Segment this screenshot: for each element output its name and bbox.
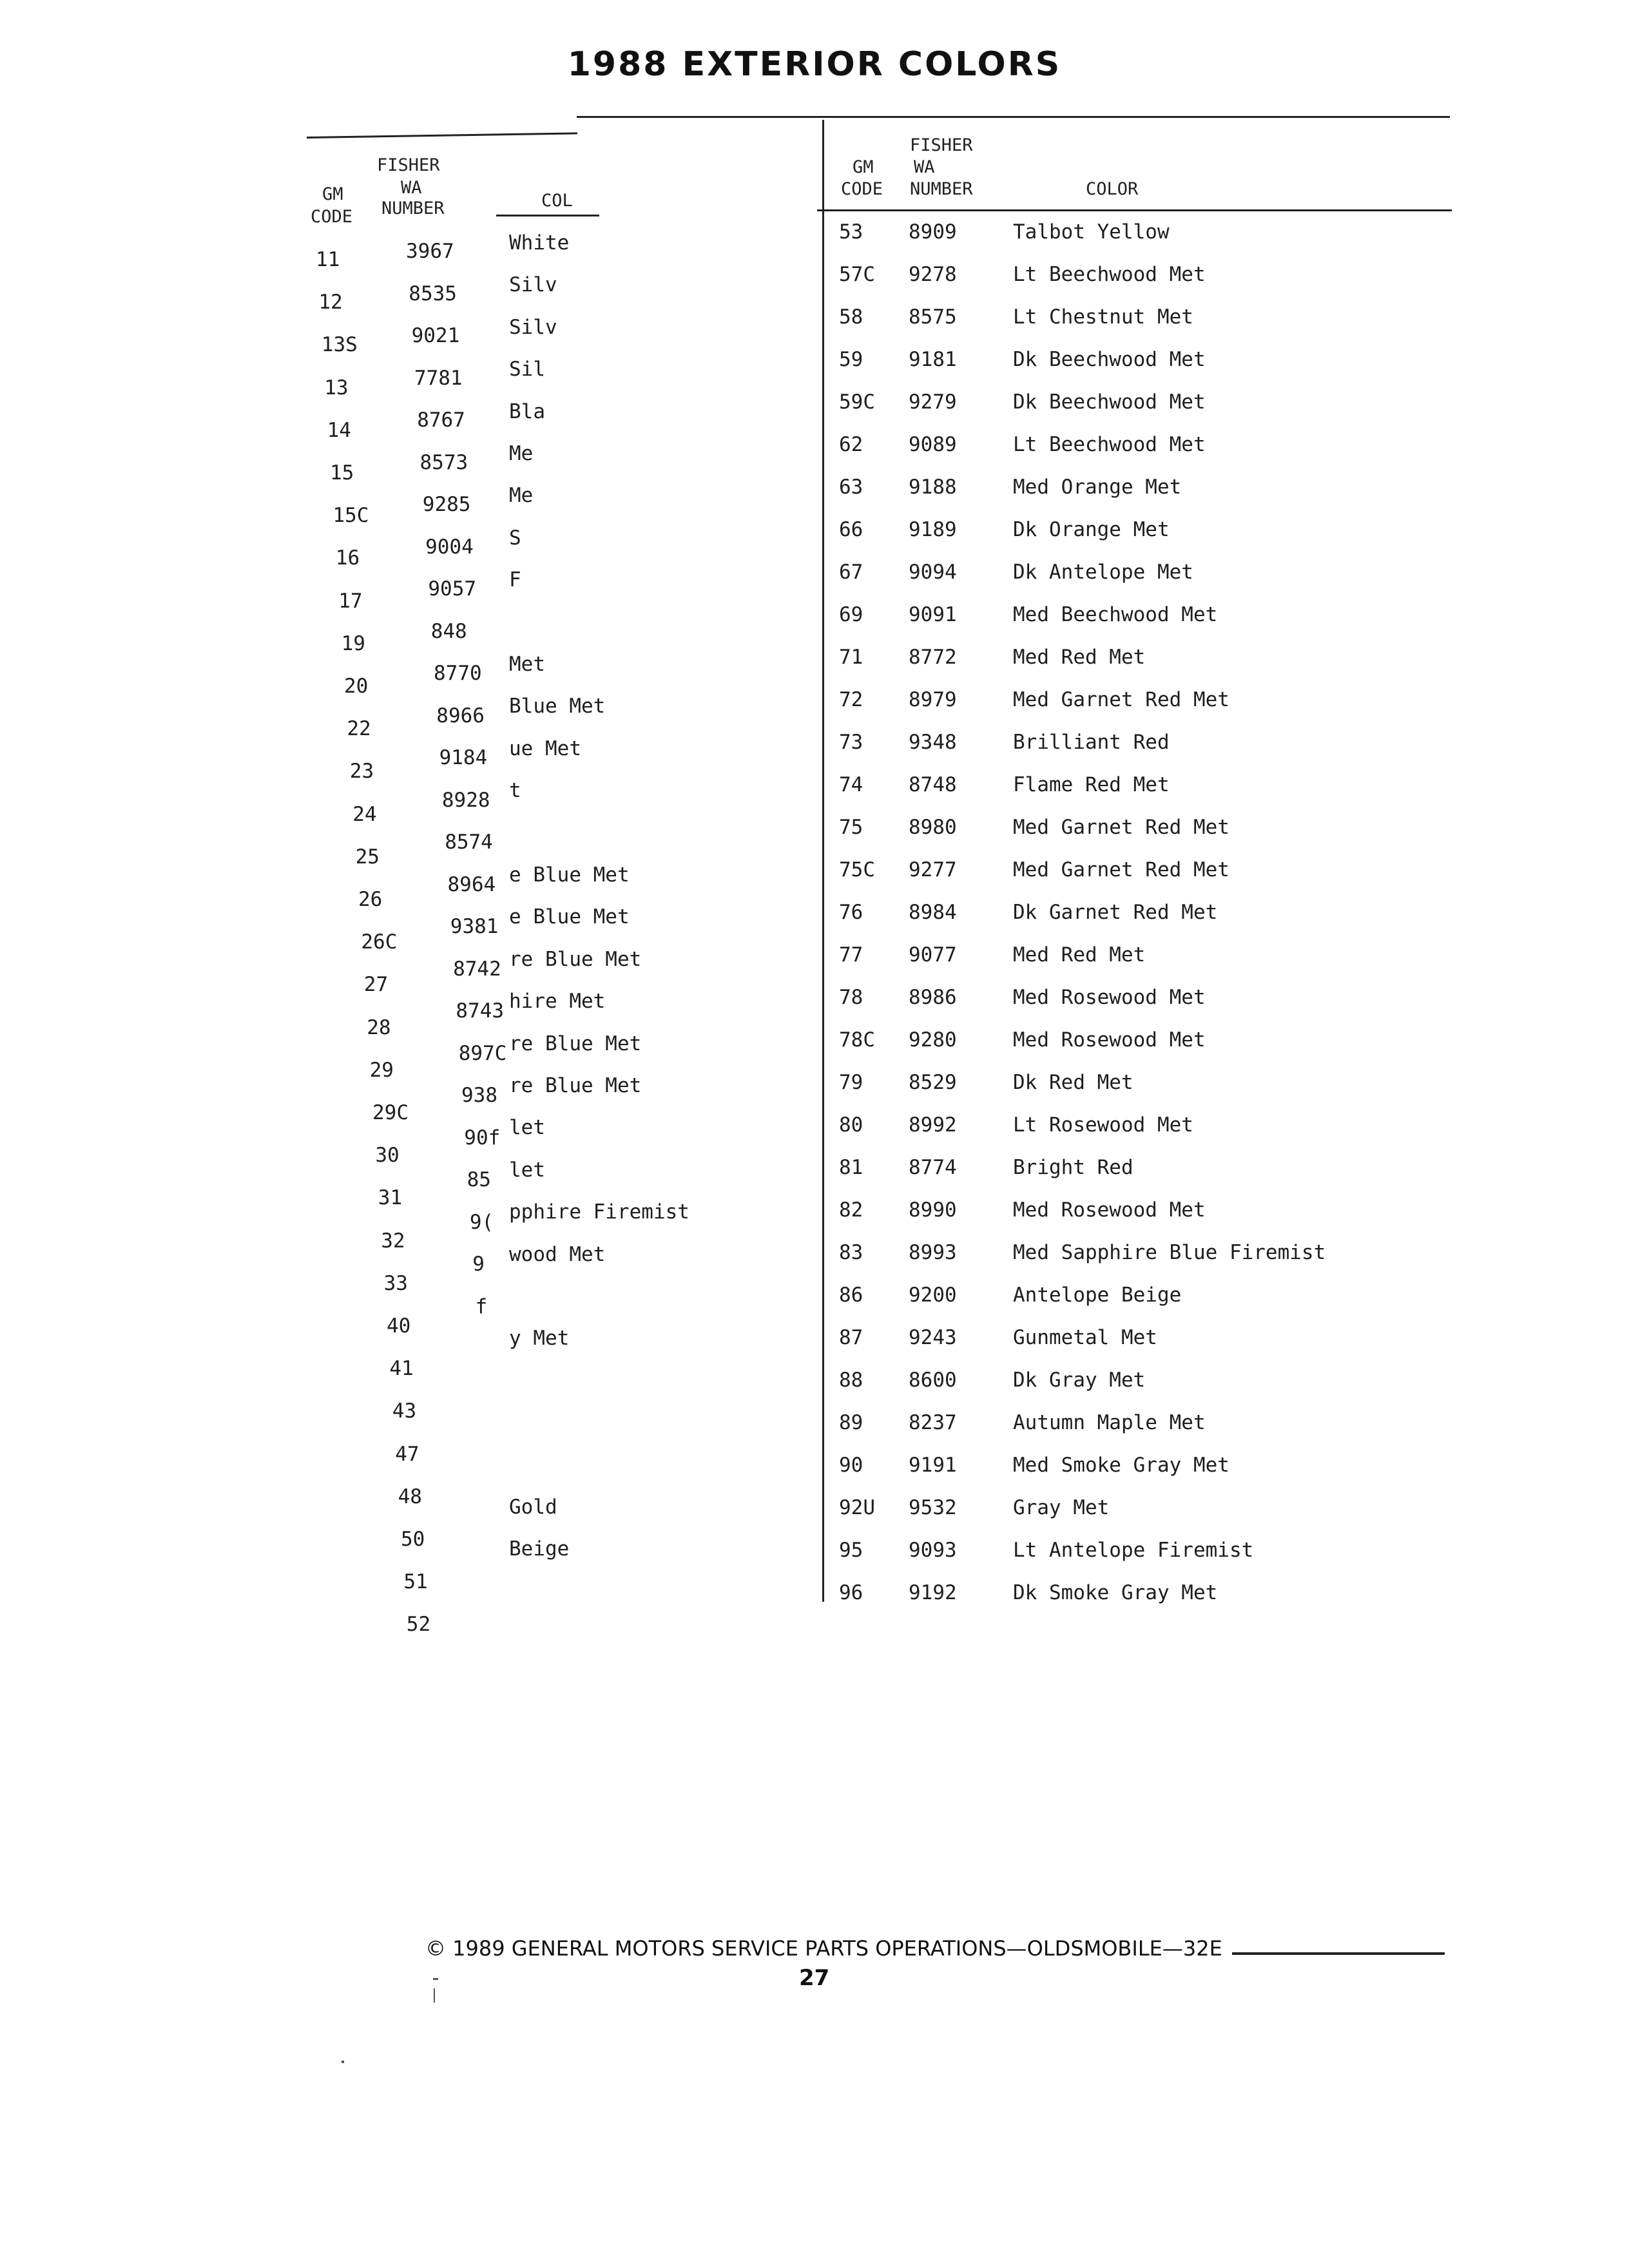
right-header-gm: GM [853,157,874,177]
color-name: Gunmetal Met [1013,1326,1157,1349]
gm-code: 17 [338,589,363,613]
gm-code: 26 [358,888,383,911]
color-name: Med Red Met [1013,646,1146,669]
right-header-number: NUMBER [910,179,973,199]
gm-code: 23 [349,760,374,783]
margin-mark [342,2061,344,2063]
color-name: Lt Beechwood Met [1013,263,1206,286]
color-name: e Blue Met [509,905,630,929]
color-name: Med Smoke Gray Met [1013,1454,1229,1477]
left-header-code: CODE [311,207,353,227]
color-name: Dk Red Met [1013,1071,1133,1094]
fisher-number: 8767 [417,408,465,432]
color-name: Me [509,484,534,508]
color-name: Brilliant Red [1013,731,1170,754]
gm-code: 75 [839,816,863,839]
fisher-number: 8964 [447,872,496,896]
left-header-gm: GM [322,184,343,204]
color-name: t [509,779,521,803]
fisher-number: 85 [467,1168,491,1191]
fisher-number: 9191 [909,1454,957,1477]
footer-copyright: © 1989 GENERAL MOTORS SERVICE PARTS OPERATIONS—OLDSMOBILE—32E [425,1936,1222,1961]
color-name: Dk Antelope Met [1013,561,1193,584]
color-name: pphire Firemist [509,1200,689,1224]
color-name: y Met [509,1327,570,1350]
right-top-rule [577,116,1450,118]
fisher-number: 9348 [909,731,957,754]
color-name: ue Met [509,736,581,760]
gm-code: 96 [839,1581,863,1604]
color-name: let [509,1158,545,1182]
gm-code: 41 [389,1357,414,1381]
gm-code: 92U [839,1496,875,1519]
gm-code: 29C [372,1101,409,1124]
gm-code: 75C [839,858,875,881]
color-name: Blue Met [509,695,606,718]
gm-code: 59C [839,390,875,414]
gm-code: 74 [839,773,863,796]
color-name: Med Sapphire Blue Firemist [1013,1241,1326,1264]
left-header-number: NUMBER [381,198,445,218]
fisher-number: 8573 [419,450,468,474]
left-header-underline [496,215,599,216]
gm-code: 15C [333,504,369,528]
fisher-number: 9278 [909,263,957,286]
color-name: Med Orange Met [1013,476,1182,499]
color-name: Silv [509,273,557,297]
gm-code: 12 [318,291,343,314]
fisher-number: 8743 [456,999,505,1023]
right-header-color: COLOR [1086,179,1139,199]
color-name: Met [509,653,545,676]
page-title: 1988 EXTERIOR COLORS [567,45,1062,84]
fisher-number: 8980 [909,816,957,839]
color-name: Dk Gray Met [1013,1369,1146,1392]
left-header-wa: WA [401,178,422,198]
fisher-number: 8574 [445,831,493,854]
gm-code: 86 [839,1283,863,1307]
color-name: re Blue Met [509,947,642,971]
fisher-number: 8774 [909,1156,957,1179]
fisher-number: 8909 [909,220,957,244]
margin-mark [433,1978,438,1980]
gm-code: 14 [327,418,351,442]
color-name: Med Garnet Red Met [1013,858,1229,881]
fisher-number: 9279 [909,390,957,414]
gm-code: 52 [406,1613,431,1637]
gm-code: 26C [361,930,398,954]
gm-code: 15 [330,461,354,485]
gm-code: 76 [839,901,863,924]
fisher-number: 90f [464,1126,501,1149]
fisher-number: 7781 [414,366,463,390]
color-name: Flame Red Met [1013,773,1170,796]
gm-code: 88 [839,1369,863,1392]
fisher-number: 8535 [409,282,457,305]
gm-code: 29 [369,1058,394,1082]
gm-code: 78C [839,1028,875,1052]
fisher-number: 9094 [909,561,957,584]
fisher-number: 8984 [909,901,957,924]
fisher-number: 8993 [909,1241,957,1264]
fisher-number: 8966 [436,704,485,727]
gm-code: 11 [316,248,340,271]
color-name: e Blue Met [509,863,630,887]
gm-code: 79 [839,1071,863,1094]
fisher-number: 8600 [909,1369,957,1392]
color-name: Dk Garnet Red Met [1013,901,1218,924]
fisher-number: 9093 [909,1539,957,1562]
fisher-number: 8237 [909,1411,957,1434]
gm-code: 20 [344,675,369,698]
gm-code: 48 [398,1485,422,1508]
gm-code: 71 [839,646,863,669]
right-header-wa: WA [914,157,935,177]
gm-code: 19 [341,631,365,655]
fisher-number: 3967 [406,240,454,263]
color-name: Dk Beechwood Met [1013,390,1206,414]
fisher-number: 9( [469,1210,494,1234]
color-name: wood Met [509,1242,606,1266]
gm-code: 78 [839,986,863,1009]
color-name: hire Met [509,990,606,1014]
fisher-number: 9 [472,1253,485,1276]
color-name: Beige [509,1537,570,1561]
fisher-number: 9057 [428,577,477,601]
fisher-number: 8979 [909,688,957,711]
fisher-number: 9200 [909,1283,957,1307]
left-header-color: COL [541,191,573,211]
gm-code: 72 [839,688,863,711]
fisher-number: 9089 [909,433,957,456]
gm-code: 90 [839,1454,863,1477]
gm-code: 40 [387,1314,411,1338]
right-header-underline [817,209,1452,211]
gm-code: 32 [381,1229,405,1253]
gm-code: 13S [321,333,358,357]
color-name: Med Garnet Red Met [1013,816,1229,839]
color-name: Gold [509,1495,557,1519]
fisher-number: 8928 [441,788,490,812]
fisher-number: 8575 [909,305,957,329]
gm-code: 80 [839,1113,863,1137]
fisher-number: 9091 [909,603,957,626]
footer-rule [1232,1952,1445,1955]
fisher-number: 8770 [434,662,482,685]
fisher-number: 9021 [411,324,460,347]
right-header-fisher: FISHER [910,135,973,155]
color-name: Bright Red [1013,1156,1133,1179]
gm-code: 89 [839,1411,863,1434]
gm-code: 33 [383,1271,408,1295]
color-name: Bla [509,399,545,423]
gm-code: 73 [839,731,863,754]
color-name: Med Garnet Red Met [1013,688,1229,711]
column-divider [822,120,824,1602]
color-name: Med Rosewood Met [1013,986,1206,1009]
gm-code: 27 [363,973,389,997]
color-name: Med Beechwood Met [1013,603,1218,626]
right-header-code: CODE [841,179,883,199]
color-name: S [509,526,521,550]
color-name: Antelope Beige [1013,1283,1182,1307]
gm-code: 67 [839,561,863,584]
color-name: Med Rosewood Met [1013,1028,1206,1052]
color-name: Lt Rosewood Met [1013,1113,1193,1137]
gm-code: 87 [839,1326,863,1349]
color-name: Gray Met [1013,1496,1110,1519]
fisher-number: f [475,1294,488,1318]
fisher-number: 9188 [909,476,957,499]
gm-code: 43 [392,1399,417,1423]
gm-code: 31 [378,1186,403,1210]
fisher-number: 9280 [909,1028,957,1052]
color-name: Med Rosewood Met [1013,1198,1206,1222]
gm-code: 24 [352,802,377,826]
fisher-number: 9243 [909,1326,957,1349]
fisher-number: 9381 [450,915,499,938]
fisher-number: 9004 [425,535,474,559]
color-name: let [509,1116,545,1140]
gm-code: 47 [395,1442,419,1466]
fisher-number: 8992 [909,1113,957,1137]
fisher-number: 9077 [909,943,957,966]
gm-code: 69 [839,603,863,626]
fisher-number: 9285 [422,493,471,516]
color-name: re Blue Met [509,1074,642,1097]
gm-code: 83 [839,1241,863,1264]
gm-code: 51 [403,1570,428,1594]
fisher-number: 9184 [439,746,488,769]
fisher-number: 8748 [909,773,957,796]
gm-code: 77 [839,943,863,966]
color-name: White [509,231,570,255]
color-name: Lt Chestnut Met [1013,305,1193,329]
gm-code: 58 [839,305,863,329]
gm-code: 25 [355,845,380,869]
gm-code: 66 [839,518,863,541]
fisher-number: 8742 [453,957,501,981]
fisher-number: 9277 [909,858,957,881]
gm-code: 57C [839,263,875,286]
gm-code: 63 [839,476,863,499]
color-name: F [509,568,521,592]
fisher-number: 8529 [909,1071,957,1094]
gm-code: 13 [324,376,349,399]
gm-code: 53 [839,220,863,244]
fisher-number: 848 [430,619,467,643]
gm-code: 30 [375,1144,400,1168]
fisher-number: 9181 [909,348,957,371]
gm-code: 16 [335,546,360,570]
fisher-number: 9192 [909,1581,957,1604]
color-name: Talbot Yellow [1013,220,1170,244]
color-name: Silv [509,315,557,339]
color-name: Dk Smoke Gray Met [1013,1581,1218,1604]
gm-code: 62 [839,433,863,456]
color-name: Med Red Met [1013,943,1146,966]
left-header-fisher: FISHER [377,155,440,175]
gm-code: 81 [839,1156,863,1179]
gm-code: 28 [367,1015,391,1039]
color-name: Autumn Maple Met [1013,1411,1206,1434]
gm-code: 22 [347,717,371,741]
color-name: Sil [509,358,545,381]
fisher-number: 8772 [909,646,957,669]
fisher-number: 8986 [909,986,957,1009]
fisher-number: 897C [458,1041,507,1065]
color-name: Lt Antelope Firemist [1013,1539,1254,1562]
color-name: re Blue Met [509,1032,642,1055]
color-name: Lt Beechwood Met [1013,433,1206,456]
margin-mark [434,1988,435,2003]
color-name: Dk Beechwood Met [1013,348,1206,371]
color-name: Dk Orange Met [1013,518,1170,541]
gm-code: 59 [839,348,863,371]
page-number: 27 [799,1965,830,1991]
fisher-number: 9532 [909,1496,957,1519]
left-top-rule [307,132,577,139]
color-name: Me [509,442,534,465]
gm-code: 82 [839,1198,863,1222]
gm-code: 50 [401,1528,425,1551]
gm-code: 95 [839,1539,863,1562]
fisher-number: 938 [461,1084,497,1107]
fisher-number: 9189 [909,518,957,541]
fisher-number: 8990 [909,1198,957,1222]
